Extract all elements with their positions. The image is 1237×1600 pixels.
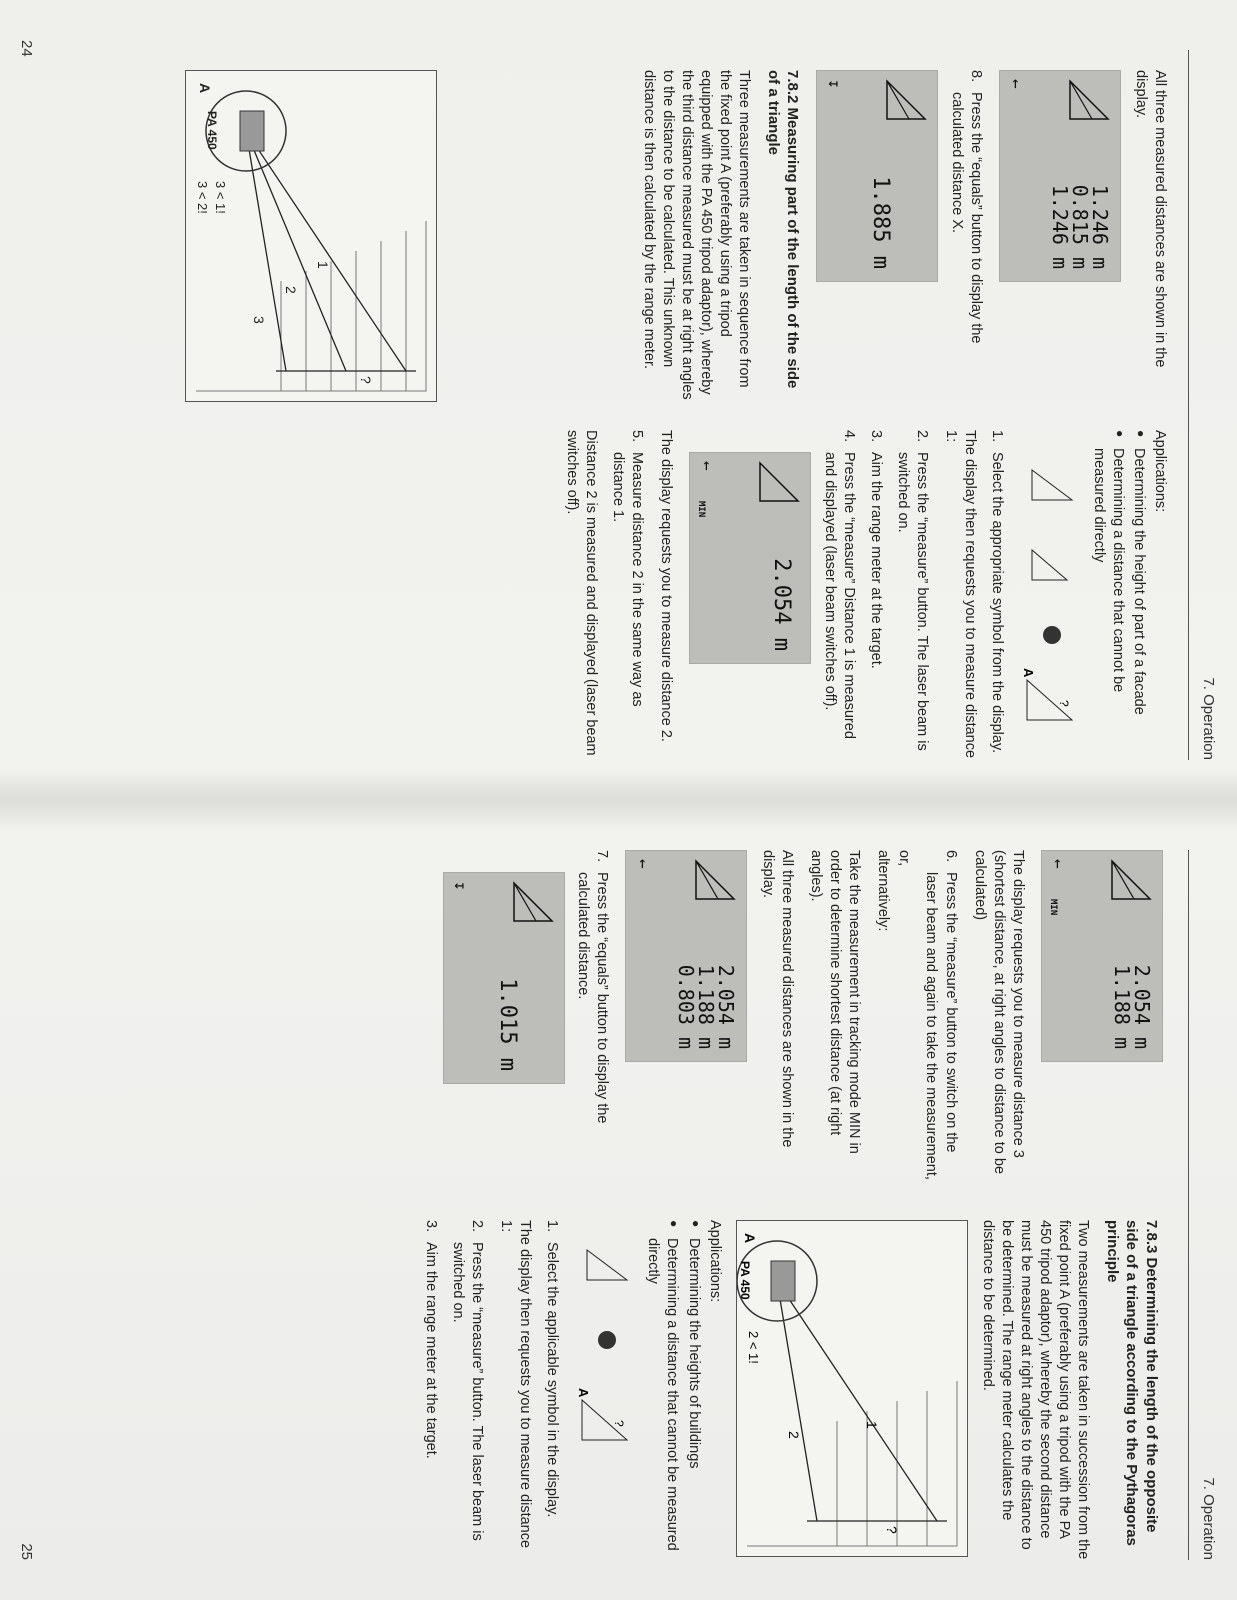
or-text: or, bbox=[896, 850, 913, 867]
triangle-icon bbox=[693, 857, 741, 903]
svg-text:?: ? bbox=[883, 1526, 900, 1534]
arrow-left-icon: ← bbox=[1049, 859, 1069, 869]
right-column-1 bbox=[429, 850, 1169, 1180]
svg-text:?: ? bbox=[612, 1420, 627, 1427]
applications-title: Applications: bbox=[706, 1220, 723, 1303]
svg-text:2: 2 bbox=[283, 286, 299, 294]
step-3: 3. Aim the range meter at the target. bbox=[867, 430, 884, 669]
page-header: 7. Operation bbox=[1200, 1477, 1217, 1560]
step-1-detail: The display then requests you to measure distance 1: bbox=[943, 430, 979, 759]
applications-title: Applications: bbox=[1152, 430, 1168, 513]
intro-text: All three measured distances are shown in the display. bbox=[1132, 70, 1168, 368]
building-height-diagram bbox=[736, 1220, 968, 1557]
svg-text:A: A bbox=[197, 83, 213, 94]
left-column-2 bbox=[552, 430, 1169, 760]
triangle-icon bbox=[757, 459, 805, 505]
step-5: 5. Measure distance 2 in the same way as distance 1. bbox=[610, 430, 646, 707]
header-rule bbox=[1188, 850, 1189, 1560]
step-3: 3. Aim the range meter at the target. bbox=[422, 1220, 439, 1459]
triangle-icon bbox=[1066, 77, 1114, 123]
step-6: 6. Press the “measure” button to switch on the laser beam and again to take the measurement, bbox=[923, 850, 959, 1180]
section-title-7-8-2: 7.8.2 Measuring part of the length of the side of a triangle bbox=[765, 70, 802, 389]
min-mode-label: MIN bbox=[696, 501, 707, 518]
header-rule bbox=[1188, 50, 1189, 760]
arrow-left-icon: ← bbox=[697, 461, 717, 471]
step-2: 2. Press the “measure” button. The laser beam is switched on. bbox=[895, 430, 931, 751]
section-text: Three measurements are taken in sequence from the fixed point A (preferably using a tripod equipped with the PA 450 tripod adaptor), whereby the third distance measured must be at right angles to the distance to be calculated. This unknown distance is then calculated by the range meter. bbox=[640, 70, 753, 400]
paragraph: The display requests you to measure distance 3 (shortest distance, at right angles to distance to be calculated) bbox=[971, 850, 1026, 1175]
svg-text:?: ? bbox=[1057, 700, 1072, 707]
application-item: ● Determining the height of part of a facade bbox=[1130, 430, 1148, 715]
triangle-icon bbox=[884, 77, 932, 123]
page-number: 24 bbox=[18, 40, 35, 57]
step-4-detail: The display requests you to measure distance 2. bbox=[658, 430, 675, 742]
section-title-7-8-3: 7.8.3 Determining the length of the opposite side of a triangle according to the Pythagoras principle bbox=[1104, 1220, 1160, 1546]
svg-text:1: 1 bbox=[863, 1421, 880, 1429]
alternatively-text: alternatively: bbox=[875, 850, 892, 932]
triangle-icon bbox=[1108, 857, 1156, 903]
measure-key-icon bbox=[1044, 626, 1062, 644]
store-icon: ↧ bbox=[451, 881, 471, 891]
svg-text:3 < 2!: 3 < 2! bbox=[195, 181, 210, 214]
store-icon: ↧ bbox=[824, 79, 844, 89]
page-25 bbox=[0, 800, 1237, 1600]
lcd-value: 2.054 m bbox=[769, 558, 795, 651]
application-item: ● Determining a distance that cannot be measured directly bbox=[645, 1220, 682, 1551]
measure-key-icon bbox=[598, 1331, 616, 1349]
min-mode-label: MIN bbox=[1047, 899, 1058, 916]
svg-text:1: 1 bbox=[315, 261, 331, 269]
step-7: 7. Press the “equals” button to display the calculated distance. bbox=[575, 850, 611, 1124]
step-4: 4. Press the “measure” Distance 1 is measured and displayed (laser beam switches off). bbox=[821, 430, 857, 739]
arrow-left-icon: ← bbox=[633, 859, 653, 869]
right-column-2 bbox=[413, 1220, 1170, 1560]
paragraph: All three measured distances are shown in the display. bbox=[759, 850, 795, 1148]
application-item: ● Determining a distance that cannot be measured directly bbox=[1090, 430, 1127, 693]
triangle-icon bbox=[510, 879, 558, 925]
arrow-left-icon: ← bbox=[1006, 79, 1026, 89]
diagram-graphic bbox=[186, 71, 436, 401]
svg-text:2: 2 bbox=[785, 1431, 802, 1439]
left-column-1 bbox=[629, 70, 1169, 400]
lcd-display-distance-1 bbox=[690, 452, 812, 664]
svg-text:3: 3 bbox=[251, 316, 267, 324]
section-text: Two measurements are taken in succession from the fixed point A (preferably using a tripod with the PA 450 tripod adaptor), whereby the second distance must be measured at right angles to the distance to be determined. The range meter calculates the distance to be determined. bbox=[979, 1220, 1092, 1560]
svg-text:PA 450: PA 450 bbox=[737, 1261, 752, 1300]
lcd-result-value: 1.015 m bbox=[495, 978, 521, 1071]
triangle-symbols-graphic bbox=[1021, 430, 1083, 760]
page-number: 25 bbox=[18, 1543, 35, 1560]
step-1: 1. Select the appropriate symbol from the display. bbox=[989, 430, 1006, 754]
page-header: 7. Operation bbox=[1200, 677, 1217, 760]
lcd-values: 1.246 m 0.815 m 1.246 m bbox=[1047, 184, 1112, 269]
lcd-display-three-values: 2.054 m 1.188 m 0.803 m ← bbox=[626, 850, 748, 1062]
device-label: PA 450 bbox=[205, 111, 219, 150]
svg-text:A: A bbox=[741, 1233, 758, 1244]
step-5-detail: Distance 2 is measured and displayed (laser beam switches off). bbox=[564, 430, 600, 756]
application-item: ● Determining the heights of buildings bbox=[685, 1220, 703, 1469]
symbol-row bbox=[575, 1220, 637, 1560]
step-1: 1. Select the applicable symbol in the display. bbox=[544, 1220, 561, 1518]
lcd-display-two-values: 2.054 m 1.188 m ← MIN bbox=[1041, 850, 1163, 1062]
lcd-display-result bbox=[817, 70, 939, 282]
svg-text:A: A bbox=[1021, 668, 1037, 678]
symbol-row bbox=[1021, 430, 1083, 760]
paragraph: Take the measurement in tracking mode MIN in order to determine shortest distance (at right angles). bbox=[807, 850, 863, 1154]
step-8: 8. Press the “equals” button to display the calculated distance X. bbox=[948, 70, 984, 344]
svg-text:?: ? bbox=[358, 376, 374, 384]
svg-text:A: A bbox=[576, 1388, 592, 1398]
step-1-detail: The display then requests you to measure distance 1: bbox=[498, 1220, 534, 1549]
lcd-display-three-values bbox=[999, 70, 1121, 282]
lcd-result-value: 1.885 m bbox=[868, 176, 894, 269]
svg-text:2 < 1!: 2 < 1! bbox=[745, 1331, 761, 1364]
facade-measurement-diagram bbox=[185, 70, 437, 402]
lcd-display-result bbox=[443, 872, 565, 1084]
svg-text:3 < 1!: 3 < 1! bbox=[213, 181, 228, 214]
step-2: 2. Press the “measure” button. The laser beam is switched on. bbox=[449, 1220, 485, 1541]
